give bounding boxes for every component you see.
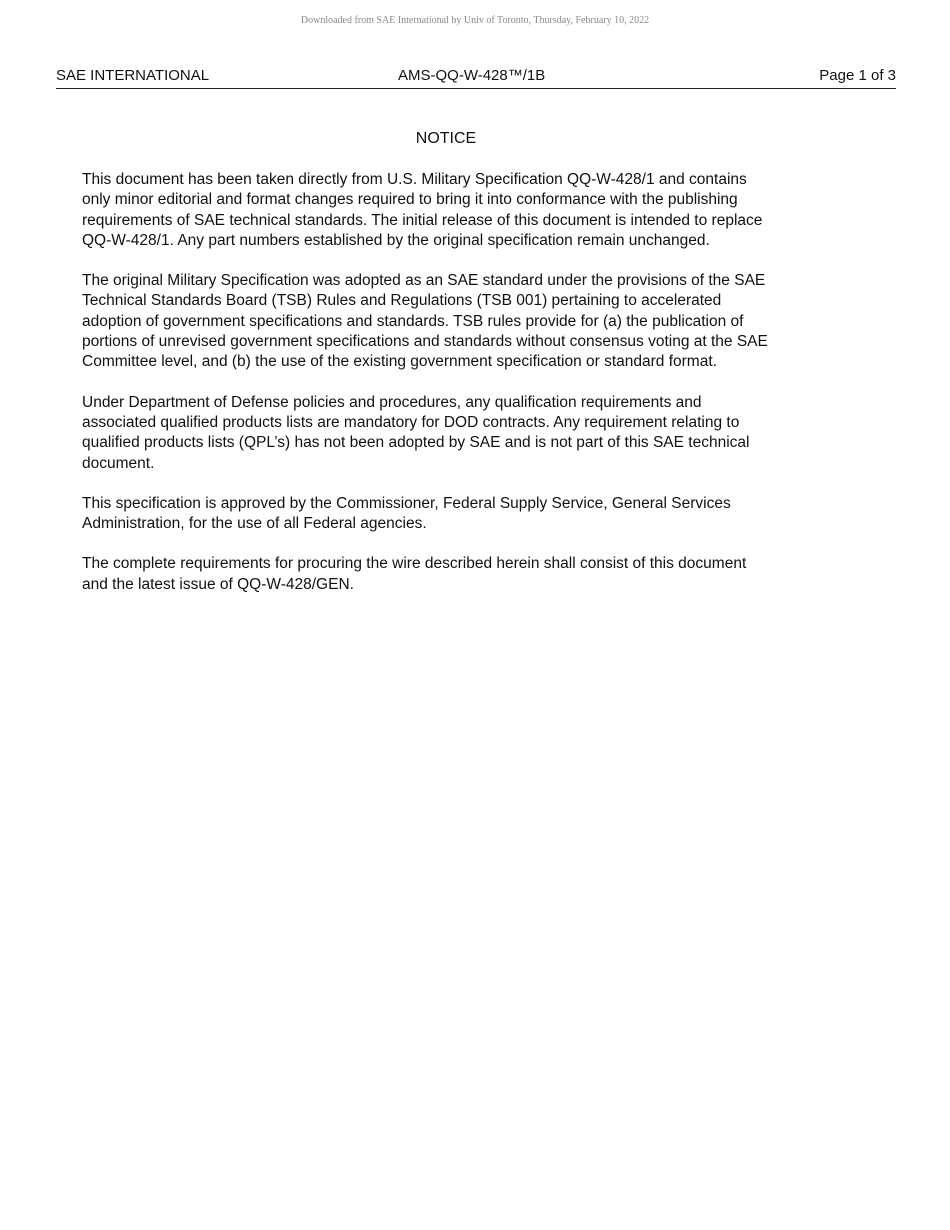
- header-page-number: Page 1 of 3: [819, 67, 896, 84]
- page-header: [56, 66, 896, 89]
- header-organization: SAE INTERNATIONAL: [56, 67, 210, 84]
- notice-paragraph: Under Department of Defense policies and procedures, any qualification requirements and associated qualified products lists are mandatory for DOD contracts. Any requirement relating to qualified products lists (QPL’s) has not been adopted by SAE and is not part of this SAE technical document.: [82, 393, 750, 472]
- header-document-id: AMS-QQ-W-428™/1B: [398, 67, 546, 84]
- notice-paragraph: The complete requirements for procuring the wire described herein shall consist of this document and the latest issue of QQ-W-428/GEN.: [82, 555, 747, 593]
- notice-body: [82, 170, 842, 615]
- notice-paragraph: This specification is approved by the Commissioner, Federal Supply Service, General Services Administration, for the use of all Federal agencies.: [82, 494, 731, 533]
- notice-paragraph: This document has been taken directly from U.S. Military Specification QQ-W-428/1 and contains only minor editorial and format changes required to bring it into conformance with the publishing requirements of SAE technical standards. The initial release of this document is intended to replace QQ-W-428/1. Any part numbers established by the original specification remain unchanged.: [82, 171, 763, 249]
- download-watermark: Downloaded from SAE International by Univ of Toronto, Thursday, February 10, 2022: [300, 15, 650, 26]
- notice-paragraph: The original Military Specification was adopted as an SAE standard under the provisions of the SAE Technical Standards Board (TSB) Rules and Regulations (TSB 001) pertaining to accelerated adoption of government specifications and standards. TSB rules provide for (a) the publication of portions of unrevised government specifications and standards without consensus voting at the SAE Committee level, and (b) the use of the existing government specification or standard format.: [82, 272, 768, 371]
- notice-title: NOTICE: [415, 130, 477, 147]
